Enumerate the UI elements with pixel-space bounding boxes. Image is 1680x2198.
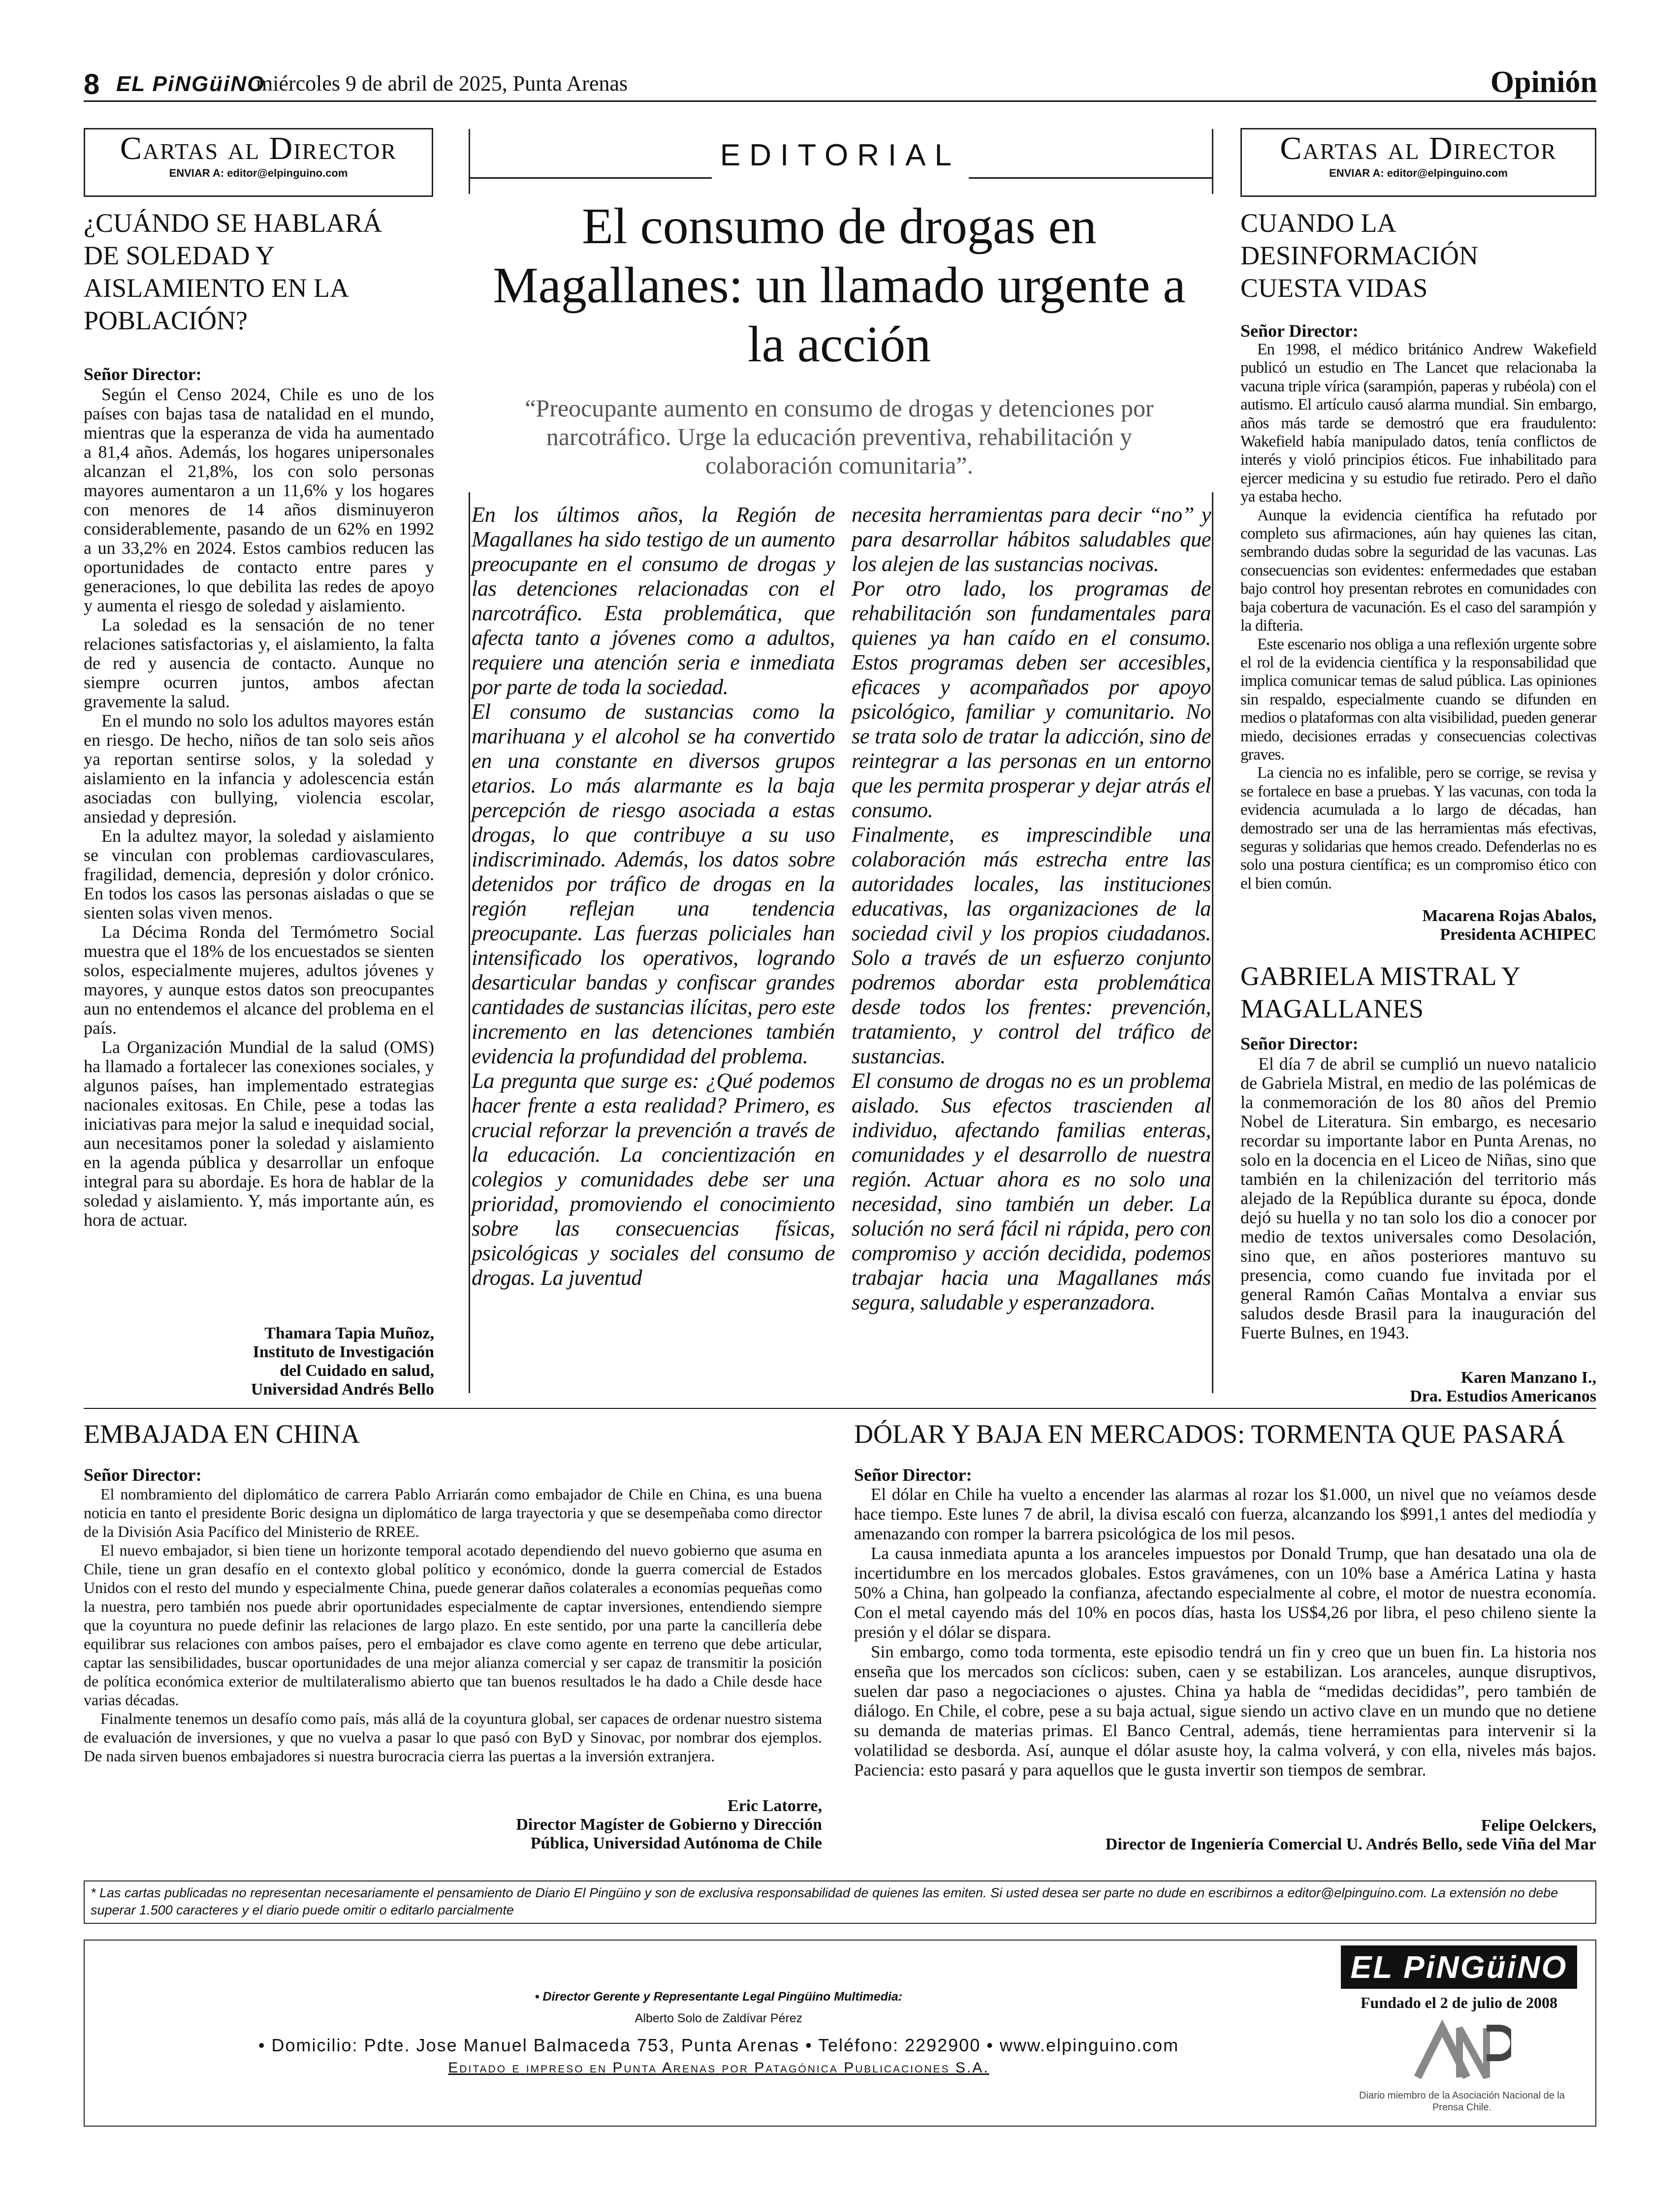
letter5-paragraph: Sin embargo, como toda tormenta, este episodio tendrá un fin y creo que un buen fin. La historia nos enseña que los mercados son cíclicos: suben, caen y se estabilizan. Los aranceles, aunque disruptivos, suelen dar paso a negociaciones o ajustes. China ya habla de “medidas decididas”, pero también de diálogo. En Chile, el cobre, pese a su baja actual, sigue siendo un activo clave en un mundo que no detiene su demanda de materias primas. El Banco Central, además, tiene herramientas para intervenir si la volatilidad se desborda. Así, aunque el dólar asuste hoy, la calma volverá, y con ella, niveles más bajos. Paciencia: esto pasará y para aquellos que le gusta invertir son tiempos de sembrar. <box>854 1642 1596 1780</box>
letter1-body <box>84 385 434 1230</box>
editorial-border-left <box>469 492 470 1393</box>
letter1-paragraph: En el mundo no solo los adultos mayores están en riesgo. De hecho, niños de tan solo seis años ya reportan sentirse solos, y la soledad y aislamiento en la infancia y adolescencia están asociadas con bullying, violencia escolar, ansiedad y depresión. <box>84 711 434 827</box>
editorial-border-right <box>1212 492 1213 1393</box>
letter1-paragraph: La Organización Mundial de la salud (OMS) ha llamado a fortalecer las conexiones sociales, y algunos países, han implementado estrategias nacionales exitosas. En Chile, pese a todas las iniciativas para mejor la salud e inequidad social, aun necesitamos poner la soledad y aislamiento en la agenda pública y desarrollar un enfoque integral para su abordaje. Es hora de hablar de la soledad y aislamiento. Y, más importante aún, es hora de actuar. <box>84 1037 434 1230</box>
anp-logo-icon <box>1413 2018 1511 2087</box>
signature-line: Director Magíster de Gobierno y Dirección <box>516 1816 822 1834</box>
director-name: Alberto Solo de Zaldívar Pérez <box>634 2011 803 2025</box>
signature-line: Director de Ingeniería Comercial U. Andrés Bello, sede Viña del Mar <box>1105 1835 1596 1853</box>
letter2-salutation: Señor Director: <box>1240 321 1359 341</box>
cartas-email: ENVIAR A: editor@elpinguino.com <box>1329 167 1508 179</box>
letter5-paragraph: La causa inmediata apunta a los aranceles impuestos por Donald Trump, que han desatado una ola de incertidumbre en los mercados globales. Estos gravámenes, con un 10% base a América Latina y hasta 50% a China, han golpeado la confianza, afectando especialmente al cobre, el motor de nuestra economía. Con el metal cayendo más del 10% en pocos días, hasta los US$4,26 por libra, el peso chileno siente la presión y el dólar se dispara. <box>854 1544 1596 1642</box>
letter1-signature <box>84 1324 434 1399</box>
disclaimer-box: * Las cartas publicadas no representan necesariamente el pensamiento de Diario El Pingüino y son de exclusiva responsabilidad de quienes las emiten. Si usted desea ser parte no dude en escribirnos a editor@elpinguino.com. La extensión no debe superar 1.500 caracteres y el diario puede omitir o editarlo parcialmente <box>84 1880 1596 1924</box>
header-rule <box>84 100 1596 102</box>
letter5-signature <box>854 1816 1596 1854</box>
letter3-body <box>1240 1054 1596 1342</box>
editorial-label: EDITORIAL <box>720 138 961 172</box>
editorial-bracket-right <box>1212 129 1213 194</box>
signature-line: Thamara Tapia Muñoz, <box>264 1324 434 1342</box>
signature-line: Felipe Oelckers, <box>1481 1816 1596 1835</box>
masthead-brand: EL PiNGüiNO <box>116 72 265 96</box>
letter1-paragraph: Según el Censo 2024, Chile es uno de los países con bajas tasa de natalidad en el mundo, mientras que la esperanza de vida ha aumentado a 81,4 años. Además, los hogares unipersonales alcanzan el 21,8%, los con solo personas mayores aumentaron a un 11,6% y los hogares con menores de 14 años disminuyeron considerablemente, pasando de un 62% en 1992 a un 33,2% en 2024. Estos cambios reducen las oportunidades de contacto entre pares y generaciones, lo que debilita las redes de apoyo y aumenta el riesgo de soledad y aislamiento. <box>84 384 434 615</box>
letter4-salutation: Señor Director: <box>84 1465 202 1485</box>
letter3-salutation: Señor Director: <box>1240 1034 1359 1053</box>
founded-date: Fundado el 2 de julio de 2008 <box>1360 1994 1558 2011</box>
signature-line: Karen Manzano I., <box>1460 1369 1596 1387</box>
editorial-column-2 <box>852 502 1211 1314</box>
cartas-header-left <box>84 128 433 197</box>
address-line: • Domicilio: Pdte. Jose Manuel Balmaceda 753, Punta Arenas • Teléfono: 2292900 • www.elpinguino.com <box>258 2035 1179 2055</box>
editorial-column-1 <box>472 502 835 1290</box>
cartas-email: ENVIAR A: editor@elpinguino.com <box>169 167 348 179</box>
signature-line: Instituto de Investigación <box>253 1343 434 1361</box>
signature-line: Presidenta ACHIPEC <box>1440 925 1596 944</box>
letter4-signature <box>84 1797 822 1853</box>
letter2-body <box>1240 341 1596 893</box>
editorial-paragraph: Finalmente, es imprescindible una colaboración más estrecha entre las autoridades locales, las instituciones educativas, las organizaciones de la sociedad civil y los propios ciudadanos. Solo a través de un esfuerzo conjunto podremos abordar esta problemática desde todos los frentes: prevención, tratamiento, y control del tráfico de sustancias. <box>852 822 1211 1068</box>
letter1-paragraph: La Décima Ronda del Termómetro Social muestra que el 18% de los encuestados se sienten solos, especialmente mujeres, adultos jóvenes y mayores, y aunque estos datos son preocupantes aun no entendemos el alcance del problema en el país. <box>84 922 434 1038</box>
editorial-bracket-left <box>469 129 470 194</box>
section-title: Opinión <box>1490 65 1597 99</box>
page-number: 8 <box>84 68 100 100</box>
header-date: miércoles 9 de abril de 2025, Punta Arenas <box>256 71 628 96</box>
editorial-paragraph: necesita herramientas para decir “no” y para desarrollar hábitos saludables que los alejen de las sustancias nocivas. <box>852 502 1211 576</box>
letter1-title: ¿CUÁNDO SE HABLARÁ DE SOLEDAD Y AISLAMIENTO EN LA POBLACIÓN? <box>84 208 382 335</box>
footer-brand-logo: EL PiNGüiNO <box>1341 1945 1577 1989</box>
editorial-paragraph: La pregunta que surge es: ¿Qué podemos hacer frente a esta realidad? Primero, es crucial reforzar la prevención a través de la educación. La concientización en colegios y comunidades debe ser una prioridad, promoviendo el conocimiento sobre las consecuencias físicas, psicológicas y sociales del consumo de drogas. La juventud <box>472 1068 835 1290</box>
letter3-title: GABRIELA MISTRAL Y MAGALLANES <box>1240 961 1520 1023</box>
letter5-paragraph: El dólar en Chile ha vuelto a encender las alarmas al rozar los $1.000, un nivel que no veíamos desde hace tiempo. Este lunes 7 de abril, la divisa escaló con fuerza, alcanzando los $991,1 antes del mediodía y amenazando con romper la barrera psicológica de los mil pesos. <box>854 1485 1596 1543</box>
editorial-paragraph: Por otro lado, los programas de rehabilitación son fundamentales para quienes ya han caído en el consumo. Estos programas deben ser accesibles, eficaces y acompañados por apoyo psicológico, familiar y comunitario. No se trata solo de tratar la adicción, sino de reintegrar a las personas en un entorno que les permita prosperar y dejar atrás el consumo. <box>852 576 1211 822</box>
signature-line: Eric Latorre, <box>728 1797 822 1815</box>
letter2-title: CUANDO LA DESINFORMACIÓN CUESTA VIDAS <box>1240 208 1479 303</box>
signature-line: del Cuidado en salud, <box>280 1362 434 1380</box>
editorial-paragraph: El consumo de drogas no es un problema aislado. Sus efectos trascienden al individuo, afectando familias enteras, comunidades y el desarrollo de nuestra región. Actuar ahora es no solo una necesidad, sino también un deber. La solución no será fácil ni rápida, pero con compromiso y acción decidida, podemos trabajar hacia una Magallanes más segura, saludable y esperanzadora. <box>852 1068 1211 1314</box>
letter2-paragraph: En 1998, el médico británico Andrew Wakefield publicó un estudio en The Lancet que relacionaba la vacuna triple vírica (sarampión, paperas y rubéola) con el autismo. El artículo causó alarma mundial. Sin embargo, años más tarde se demostró que era fraudulento: Wakefield había manipulado datos, tenía conflictos de interés y violó principios éticos. Fue inhabilitado para ejercer medicina y su estudio fue retirado. Pero el daño ya estaba hecho. <box>1240 341 1596 506</box>
letter2-paragraph: Este escenario nos obliga a una reflexión urgente sobre el rol de la evidencia científica y la responsabilidad que implica comunicar temas de salud pública. Las opiniones sin respaldo, especialmente cuando se difunden en medios o plataformas con alta visibilidad, pueden generar miedo, decisiones erradas y consecuencias colectivas graves. <box>1240 635 1596 764</box>
letter1-salutation: Señor Director: <box>84 364 202 384</box>
editorial-paragraph: El consumo de sustancias como la marihuana y el alcohol se ha convertido en una constante en diversos grupos etarios. Lo más alarmante es la baja percepción de riesgo asociada a estas drogas, lo que contribuye a su uso indiscriminado. Además, los datos sobre detenidos por tráfico de drogas en la región reflejan una tendencia preocupante. Las fuerzas policiales han intensificado los operativos, logrando desarticular bandas y confiscar grandes cantidades de sustancias ilícitas, pero este incremento en las detenciones también evidencia la profundidad del problema. <box>472 699 835 1068</box>
letter4-title: EMBAJADA EN CHINA <box>84 1419 360 1449</box>
cartas-header-right <box>1240 128 1596 197</box>
editorial-rule-left <box>469 177 712 179</box>
letter5-title: DÓLAR Y BAJA EN MERCADOS: TORMENTA QUE PASARÁ <box>854 1419 1565 1449</box>
letter5-salutation: Señor Director: <box>854 1465 972 1485</box>
letter3-signature <box>1240 1369 1596 1406</box>
letter2-paragraph: Aunque la evidencia científica ha refutado por completo sus afirmaciones, aún hay quienes las citan, sembrando dudas sobre la seguridad de las vacunas. Las consecuencias son evidentes: enfermedades que estaban bajo control hoy presentan rebrotes en comunidades con baja cobertura de vacunación. Es el caso del sarampión y la difteria. <box>1240 506 1596 635</box>
signature-line: Dra. Estudios Americanos <box>1410 1387 1596 1405</box>
edited-by-line: Editado e impreso en Punta Arenas por Patagónica Publicaciones S.A. <box>448 2060 989 2076</box>
letter1-paragraph: En la adultez mayor, la soledad y aislamiento se vinculan con problemas cardiovasculares, fragilidad, demencia, depresión y dolor crónico. En todos los casos las personas aisladas o que se sienten solas viven menos. <box>84 826 434 923</box>
signature-line: Macarena Rojas Abalos, <box>1422 907 1596 925</box>
letter4-body <box>84 1485 822 1765</box>
letter2-signature <box>1240 907 1596 944</box>
signature-line: Pública, Universidad Autónoma de Chile <box>530 1834 822 1852</box>
editorial-paragraph: En los últimos años, la Región de Magallanes ha sido testigo de un aumento preocupante en el consumo de drogas y las detenciones relacionadas con el narcotráfico. Esta problemática, que afecta tanto a jóvenes como a adultos, requiere una atención seria e inmediata por parte de toda la sociedad. <box>472 502 835 699</box>
anp-logo <box>1413 2018 1511 2087</box>
letter4-paragraph: Finalmente tenemos un desafío como país, más allá de la coyuntura global, ser capaces de ordenar nuestro sistema de evaluación de inversiones, y que no vuelva a pasar lo que pasó con ByD y Sinovac, por nombrar dos ejemplos. De nada sirven buenos embajadores si nuestra burocracia cierra las puertas a la inversión extranjera. <box>84 1710 822 1765</box>
letter3-paragraph: El día 7 de abril se cumplió un nuevo natalicio de Gabriela Mistral, en medio de las polémicas de la conmemoración de los 80 años del Premio Nobel de Literatura. Sin embargo, es necesario recordar su importante labor en Punta Arenas, no solo en la docencia en el Liceo de Niñas, sino que también en la chilenización del territorio más alejado de la República durante su época, donde dejó su huella y no tan solo los dio a conocer por medio de textos universales como Desolación, sino que, en años posteriores mantuvo su presencia, como cuando fue invitada por el general Ramón Cañas Montalva a enviar sus saludos desde Brasil para la inauguración del Fuerte Bulnes, en 1943. <box>1240 1054 1596 1342</box>
anp-caption: Diario miembro de la Asociación Nacional de la Prensa Chile. <box>1359 2090 1565 2113</box>
editorial-rule-right <box>969 177 1212 179</box>
cartas-title: Cartas al Director <box>120 130 397 166</box>
letter4-paragraph: El nombramiento del diplomático de carrera Pablo Arriarán como embajador de Chile en China, es una buena noticia en tanto el presidente Boric designa un diplomático de larga trayectoria y que se desempeñaba como director de la División Asia Pacífico del Ministerio de RREE. <box>84 1485 822 1540</box>
editorial-lead: “Preocupante aumento en consumo de drogas y detenciones por narcotráfico. Urge la educación preventiva, rehabilitación y colaboración comunitaria”. <box>525 394 1154 479</box>
editorial-title: El consumo de drogas en Magallanes: un llamado urgente a la acción <box>493 198 1186 373</box>
letter1-paragraph: La soledad es la sensación de no tener relaciones satisfactorias y, el aislamiento, la falta de red y ausencia de contacto. Aunque no siempre ocurren juntos, ambos afectan gravemente la salud. <box>84 615 434 711</box>
letter4-paragraph: El nuevo embajador, si bien tiene un horizonte temporal acotado dependiendo del nuevo gobierno que asuma en Chile, tiene un gran desafío en el contexto global político y económico, donde la guerra comercial de Estados Unidos con el resto del mundo y especialmente China, puede generar daños colaterales a economías pequeñas como la nuestra, pero también nos puede abrir oportunidades especialmente de captar inversiones, entendiendo siempre que la coyuntura no puede definir las relaciones de largo plazo. En este sentido, por una parte la cancillería debe equilibrar sus relaciones con ambos países, pero el embajador es clave como agente en terreno que debe articular, captar las sensibilidades, buscar oportunidades de una mejor alianza comercial y ser capaz de transmitir la posición de política económica exterior de multilateralismo abierto que tan buenos resultados le ha dado a Chile desde hace varias décadas. <box>84 1541 822 1709</box>
director-role: • Director Gerente y Representante Legal Pingüino Multimedia: <box>535 1990 903 2004</box>
letter5-body <box>854 1485 1596 1780</box>
signature-line: Universidad Andrés Bello <box>251 1380 434 1399</box>
letter2-paragraph: La ciencia no es infalible, pero se corrige, se revisa y se fortalece en base a pruebas. Y las vacunas, con toda la evidencia acumulada a lo largo de décadas, han demostrado ser una de las herramientas más efectivas, seguras y solidarias que hemos creado. Defenderlas no es solo una postura científica; es un compromiso ético con el bien común. <box>1240 764 1596 892</box>
cartas-title: Cartas al Director <box>1280 130 1557 166</box>
bottom-section-rule <box>84 1408 1596 1409</box>
